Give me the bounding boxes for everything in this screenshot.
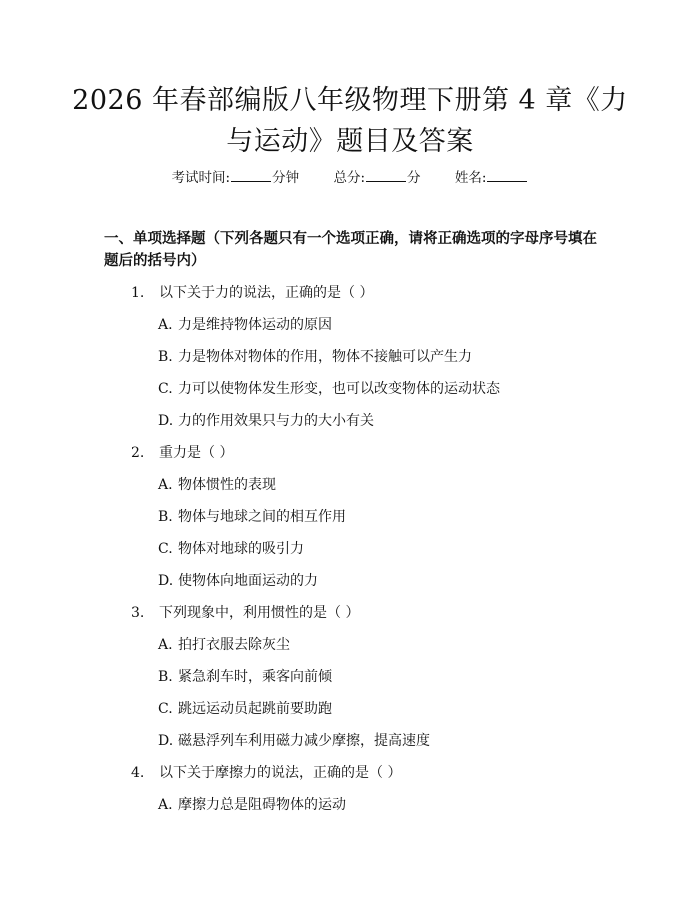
question-text: 以下关于摩擦力的说法，正确的是（ ）: [159, 765, 402, 781]
option-3b: [158, 667, 332, 687]
option-letter: C.: [158, 541, 173, 557]
exam-name-blank: [487, 169, 527, 182]
question-number: 3.: [131, 605, 145, 621]
question-number: 2.: [131, 445, 145, 461]
question-2: [131, 443, 233, 463]
option-text: 力的作用效果只与力的大小有关: [178, 413, 374, 429]
option-text: 物体与地球之间的相互作用: [178, 509, 346, 525]
option-letter: A.: [158, 317, 173, 333]
option-2d: [158, 571, 318, 591]
question-number: 4.: [131, 765, 145, 781]
exam-time-blank: [231, 169, 271, 182]
option-2a: [158, 475, 276, 495]
exam-time-label: 考试时间:: [171, 170, 231, 186]
option-letter: D.: [158, 413, 174, 429]
option-2c: [158, 539, 304, 559]
option-letter: A.: [158, 637, 173, 653]
option-1c: [158, 379, 500, 399]
option-letter: B.: [158, 349, 173, 365]
option-text: 磁悬浮列车利用磁力减少摩擦，提高速度: [178, 733, 430, 749]
question-3: [131, 603, 359, 623]
option-text: 拍打衣服去除灰尘: [178, 637, 290, 653]
option-text: 摩擦力总是阻碍物体的运动: [178, 797, 346, 813]
option-text: 跳远运动员起跳前要助跑: [178, 701, 332, 717]
question-number: 1.: [131, 285, 145, 301]
option-letter: D.: [158, 573, 174, 589]
option-letter: A.: [158, 477, 173, 493]
option-3a: [158, 635, 290, 655]
option-3d: [158, 731, 430, 751]
exam-info-line: [0, 169, 700, 187]
exam-score-blank: [366, 169, 406, 182]
exam-time-unit: 分钟: [272, 170, 300, 186]
option-letter: C.: [158, 381, 173, 397]
title-line-2: 与运动》题目及答案: [226, 126, 474, 157]
option-text: 物体惯性的表现: [178, 477, 276, 493]
option-text: 力可以使物体发生形变，也可以改变物体的运动状态: [178, 381, 500, 397]
question-text: 下列现象中，利用惯性的是（ ）: [159, 605, 360, 621]
option-text: 力是物体对物体的作用，物体不接触可以产生力: [178, 349, 472, 365]
question-text: 以下关于力的说法，正确的是（ ）: [159, 285, 374, 301]
option-1a: [158, 315, 332, 335]
question-text: 重力是（ ）: [159, 445, 234, 461]
option-1d: [158, 411, 374, 431]
section-heading: 一、单项选择题（下列各题只有一个选项正确，请将正确选项的字母序号填在题后的括号内）: [104, 231, 597, 269]
option-text: 紧急刹车时，乘客向前倾: [178, 669, 332, 685]
exam-score-unit: 分: [407, 170, 421, 186]
option-text: 物体对地球的吸引力: [178, 541, 304, 557]
option-2b: [158, 507, 346, 527]
option-letter: B.: [158, 669, 173, 685]
question-4: [131, 763, 401, 783]
option-1b: [158, 347, 472, 367]
option-letter: C.: [158, 701, 173, 717]
exam-score-label: 总分:: [333, 170, 366, 186]
option-4a: [158, 795, 346, 815]
option-letter: A.: [158, 797, 173, 813]
exam-name-label: 姓名:: [454, 170, 487, 186]
option-3c: [158, 699, 332, 719]
option-text: 使物体向地面运动的力: [178, 573, 318, 589]
option-letter: D.: [158, 733, 174, 749]
question-1: [131, 283, 373, 303]
document-title: [60, 80, 640, 162]
title-line-1: 2026 年春部编版八年级物理下册第 4 章《力: [72, 85, 628, 116]
option-text: 力是维持物体运动的原因: [178, 317, 332, 333]
option-letter: B.: [158, 509, 173, 525]
